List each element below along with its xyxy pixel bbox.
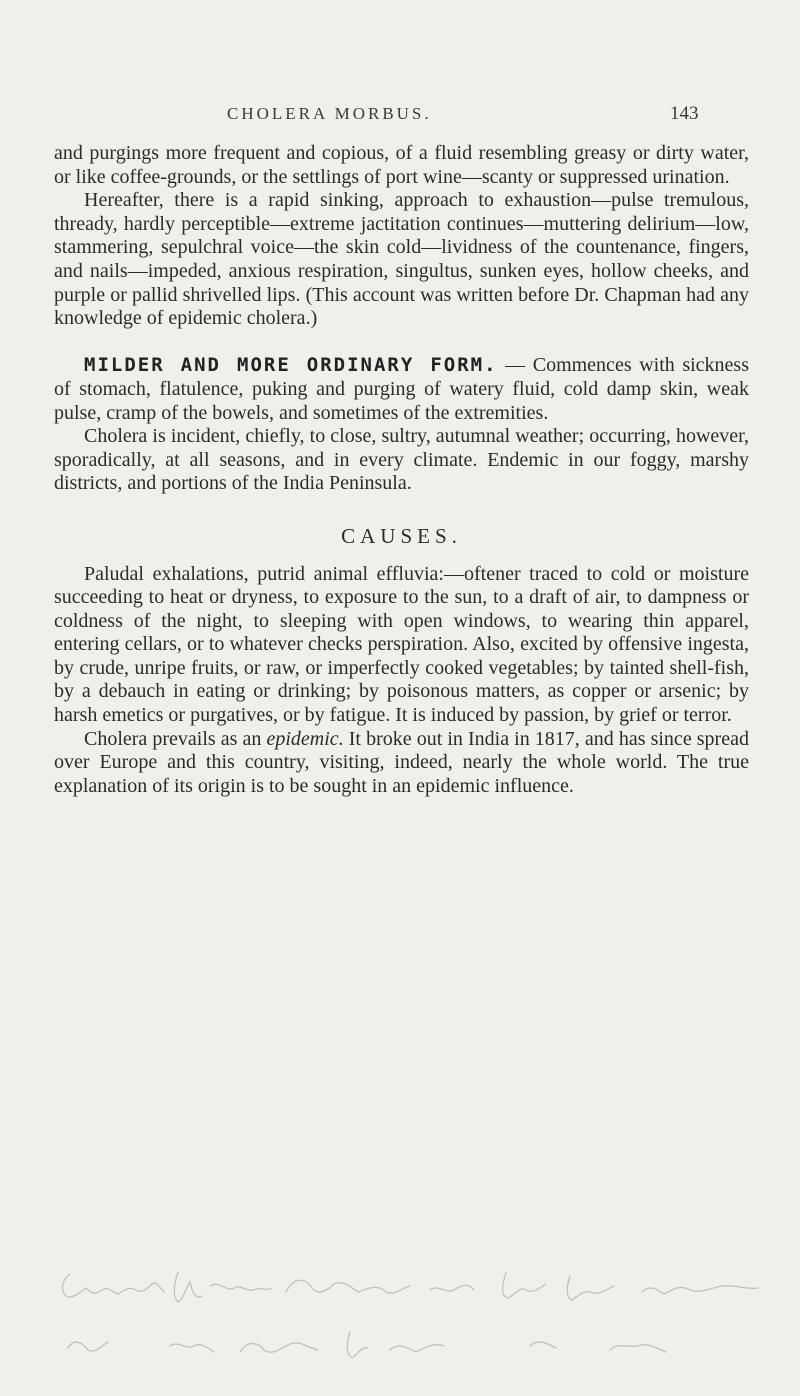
- paragraph-epidemic: [54, 728, 749, 799]
- paragraph-causes: Paludal exhalations, putrid animal effluvia:—oftener traced to cold or moisture succeeding to heat or dryness, to exposure to the sun, to a draft of air, to dampness or coldness of the night, to sleeping with open windows, to wearing thin apparel, entering cellars, or to whatever checks perspiration. Also, excited by offensive ingesta, by crude, unripe fruits, or raw, or imperfectly cooked vegetables; by tainted shell-fish, by a debauch in eating or drinking; by poisonous matters, as copper or arsenic; by harsh emetics or purgatives, or by fatigue. It is induced by passion, by grief or terror.: [54, 562, 749, 727]
- milder-form-heading: MILDER AND MORE ORDINARY FORM.: [84, 354, 498, 377]
- milder-form-text: — Commences with sickness of stomach, flatulence, puking and purging of watery fluid, cold damp skin, weak pulse, cramp of the bowels, and sometimes of the extremities.: [54, 354, 749, 424]
- paragraph-sinking: Hereafter, there is a rapid sinking, approach to exhaustion—pulse tremulous, thready, hardly perceptible—extreme jactitation continues—muttering delirium—low, stammering, sepulchral voice—the skin cold—lividness of the countenance, fingers, and nails—impeded, anxious respiration, singultus, sunken eyes, hollow cheeks, and purple or pallid shrivelled lips. (This account was written before Dr. Chapman had any knowledge of epidemic cholera.): [54, 189, 749, 330]
- handwritten-pencil-note: [50, 1262, 770, 1382]
- paragraph-milder-form: [54, 354, 749, 425]
- running-head: [0, 104, 800, 134]
- causes-heading: CAUSES.: [341, 523, 462, 548]
- body-text: [54, 142, 749, 798]
- epidemic-text-start: Cholera prevails as an: [84, 727, 267, 750]
- paragraph-purgings: and purgings more frequent and copious, of a fluid resembling greasy or dirty water, or like coffee-grounds, or the settlings of port wine—scanty or suppressed urination.: [54, 142, 749, 188]
- epidemic-emphasis: epidemic.: [266, 727, 344, 750]
- paragraph-incidence: Cholera is incident, chiefly, to close, sultry, autumnal weather; occurring, however, sporadically, at all seasons, and in every climate. Endemic in our foggy, marshy districts, and portions of the India Peninsula.: [54, 425, 749, 495]
- page-number: 143: [670, 103, 699, 124]
- running-title: CHOLERA MORBUS.: [227, 104, 432, 123]
- epidemic-text-end: It broke out in India in 1817, and has since spread over Europe and this country, visiting, indeed, nearly the whole world. The true explanation of its origin is to be sought in an epidemic influence.: [54, 727, 749, 797]
